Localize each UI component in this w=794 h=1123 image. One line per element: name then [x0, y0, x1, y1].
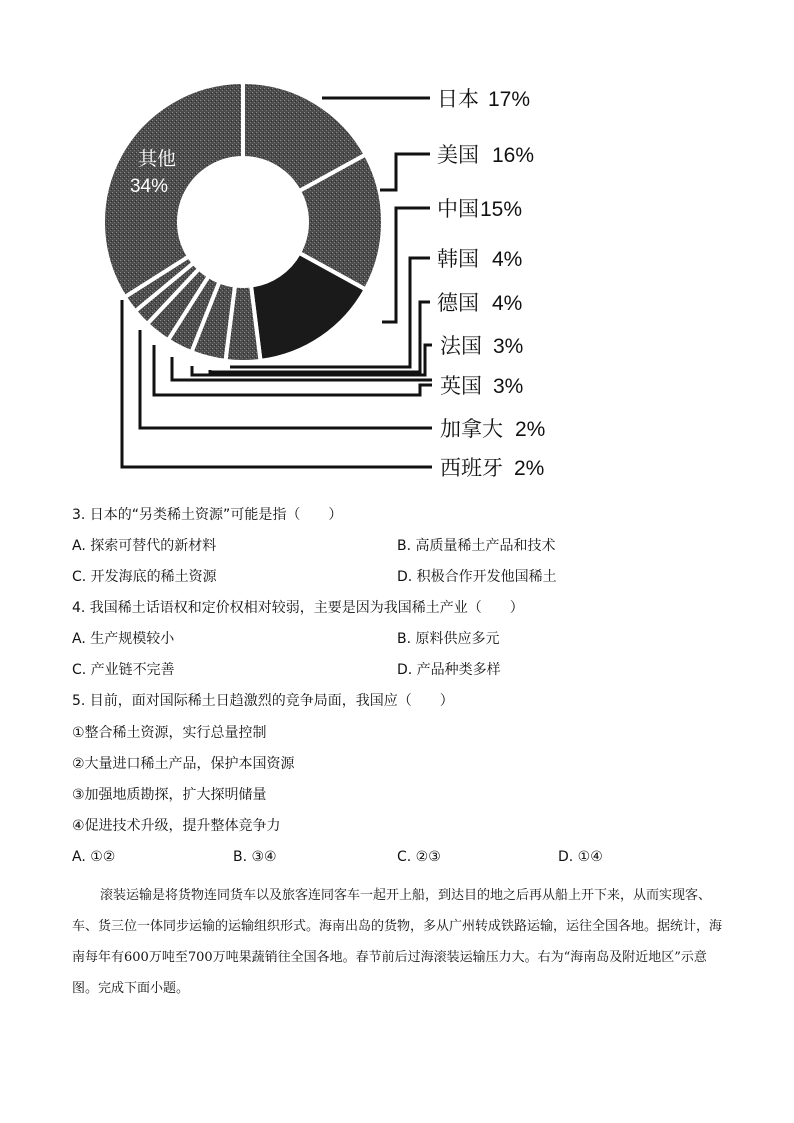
question-4-stem: 4. 我国稀土话语权和定价权相对较弱，主要是因为我国稀土产业（ ）	[72, 600, 524, 616]
slice-label-value-6: 3%	[493, 375, 524, 398]
question-3-option-c[interactable]: C. 开发海底的稀土资源	[72, 569, 217, 585]
slice-label-value-2: 15%	[480, 198, 523, 221]
question-5-statement-4: ④促进技术升级，提升整体竞争力	[72, 818, 281, 834]
leader-line-1	[380, 154, 430, 190]
slice-label-value-3: 4%	[492, 248, 523, 271]
slice-label-name-8: 西班牙	[440, 457, 503, 480]
slice-labels	[437, 88, 545, 480]
slice-label-name-3: 韩国	[437, 248, 479, 271]
slice-label-value-0: 17%	[488, 88, 531, 111]
slice-label-other-name: 其他	[137, 149, 177, 170]
slice-label-value-8: 2%	[514, 457, 545, 480]
question-4-option-d[interactable]: D. 产品种类多样	[397, 662, 501, 678]
question-3-option-b[interactable]: B. 高质量稀土产品和技术	[397, 538, 556, 554]
donut-slice-9	[103, 82, 243, 297]
question-5-option-a[interactable]: A. ①②	[72, 849, 116, 865]
slice-label-value-5: 3%	[493, 335, 524, 358]
slice-label-name-6: 英国	[440, 375, 482, 398]
slice-label-name-7: 加拿大	[440, 418, 503, 441]
slice-label-name-1: 美国	[437, 144, 479, 167]
donut-slices	[103, 82, 383, 362]
slice-label-name-5: 法国	[440, 335, 482, 358]
question-5-statement-1: ①整合稀土资源，实行总量控制	[72, 725, 267, 741]
question-3-option-a[interactable]: A. 探索可替代的新材料	[72, 538, 217, 554]
question-5-option-d[interactable]: D. ①④	[558, 849, 603, 865]
slice-label-name-2: 中国	[437, 198, 479, 221]
question-5-stem: 5. 目前，面对国际稀土日趋激烈的竞争局面，我国应（ ）	[72, 693, 454, 709]
question-5-statement-3: ③加强地质勘探，扩大探明储量	[72, 787, 267, 803]
slice-label-name-0: 日本	[437, 88, 479, 111]
slice-label-value-1: 16%	[492, 144, 535, 167]
slice-label-value-7: 2%	[515, 418, 546, 441]
donut-chart	[0, 60, 794, 500]
question-4-option-a[interactable]: A. 生产规模较小	[72, 631, 175, 647]
slice-label-value-4: 4%	[492, 292, 523, 315]
question-3-stem: 3. 日本的“另类稀土资源”可能是指（ ）	[72, 507, 343, 523]
question-5-option-c[interactable]: C. ②③	[397, 849, 441, 865]
question-5-statement-2: ②大量进口稀土产品，保护本国资源	[72, 756, 295, 772]
question-5-option-b[interactable]: B. ③④	[233, 849, 277, 865]
question-4-option-b[interactable]: B. 原料供应多元	[397, 631, 500, 647]
slice-label-other-value: 34%	[129, 176, 169, 197]
question-4-option-c[interactable]: C. 产业链不完善	[72, 662, 175, 678]
leader-line-2	[382, 208, 430, 322]
question-3-option-d[interactable]: D. 积极合作开发他国稀土	[397, 569, 557, 585]
passage-text: 滚装运输是将货物连同货车以及旅客连同客车一起开上船，到达目的地之后再从船上开下来，从而实现客、车、货三位一体同步运输的运输组织形式。海南出岛的货物，多从广州转成铁路运输，运往全国各地。据统计，海南每年有600万吨至700万吨果蔬销往全国各地。春节前后过海滚装运输压力大。右为“海南岛及附近地区”示意图。完成下面小题。	[72, 888, 723, 996]
slice-label-name-4: 德国	[437, 292, 479, 315]
